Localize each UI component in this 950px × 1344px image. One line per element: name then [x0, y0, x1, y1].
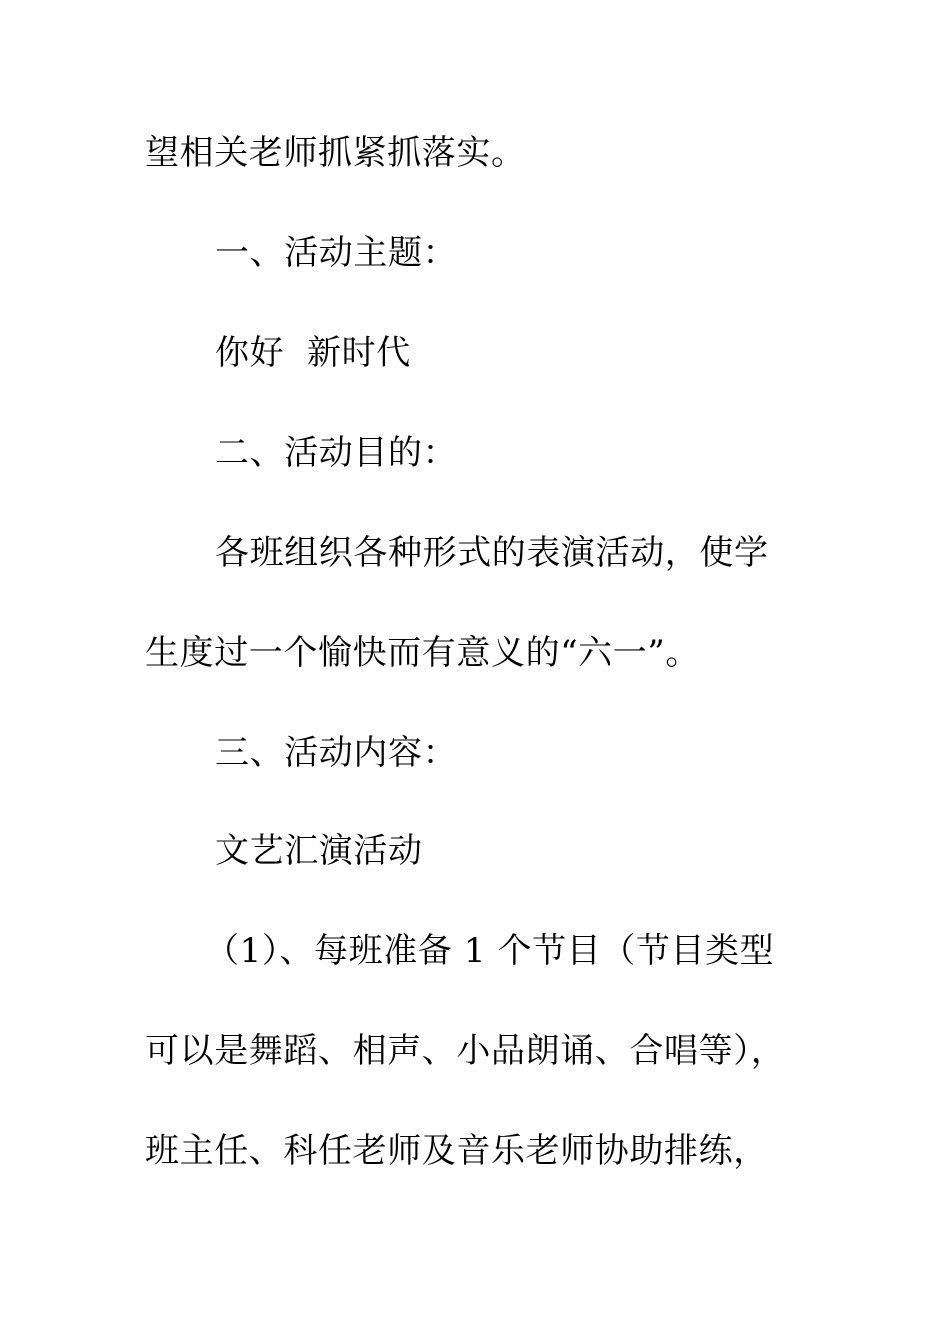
purpose-text-line: 各班组织各种形式的表演活动，使学	[215, 533, 769, 573]
content-item-line: 可以是舞蹈、相声、小品朗诵、合唱等），	[145, 1031, 786, 1071]
purpose-text-line: 生度过一个愉快而有意义的“六一”。	[145, 633, 700, 673]
section-heading-content: 三、活动内容：	[215, 733, 458, 773]
content-subheading: 文艺汇演活动	[215, 831, 423, 871]
content-item-line: 班主任、科任老师及音乐老师协助排练，	[145, 1131, 768, 1171]
section-heading-theme: 一、活动主题：	[215, 233, 458, 273]
theme-text: 你好 新时代	[215, 333, 411, 373]
content-item-line: （1）、每班准备 1 个节目（节目类型	[205, 931, 775, 971]
body-text-line: 望相关老师抓紧抓落实。	[145, 133, 526, 173]
section-heading-purpose: 二、活动目的：	[215, 433, 458, 473]
